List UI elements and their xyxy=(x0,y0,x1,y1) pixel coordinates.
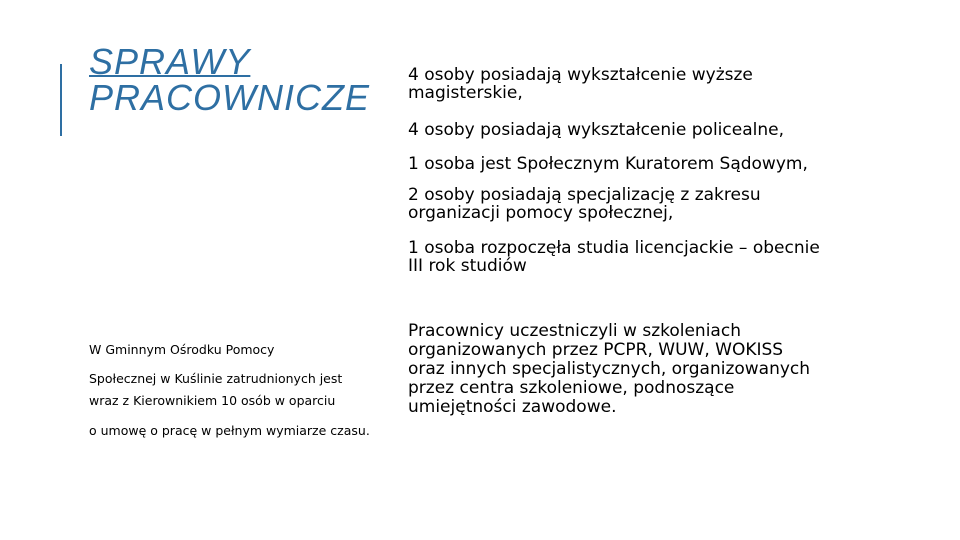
training-line: oraz innych specjalistycznych, organizowanych xyxy=(408,359,811,379)
qualification-item xyxy=(408,66,888,102)
training-line: organizowanych przez PCPR, WUW, WOKISS xyxy=(408,340,784,360)
training-line: umiejętności zawodowe. xyxy=(408,397,617,417)
title-line-2: PRACOWNICZE xyxy=(89,77,370,118)
title-line-1: SPRAWY xyxy=(89,41,251,82)
qualification-line: 1 osoba jest Społecznym Kuratorem Sądowym, xyxy=(408,154,808,174)
qualification-line: 4 osoby posiadają wykształcenie wyższe xyxy=(408,65,753,85)
slide-title xyxy=(89,41,370,118)
qualification-line: 4 osoby posiadają wykształcenie policealne, xyxy=(408,120,784,140)
qualification-line: 1 osoba rozpoczęła studia licencjackie – obecnie xyxy=(408,238,820,258)
training-text xyxy=(408,322,868,417)
employment-line: W Gminnym Ośrodku Pomocy xyxy=(89,342,275,357)
qualification-item xyxy=(408,186,888,222)
qualification-line: magisterskie, xyxy=(408,83,523,103)
employment-line: Społecznej w Kuślinie zatrudnionych jest xyxy=(89,371,343,386)
accent-bar xyxy=(60,64,62,136)
training-line: Pracownicy uczestniczyli w szkoleniach xyxy=(408,321,741,341)
qualification-line: 2 osoby posiadają specjalizację z zakresu xyxy=(408,185,761,205)
qualification-line: organizacji pomocy społecznej, xyxy=(408,203,674,223)
qualification-item xyxy=(408,155,888,173)
training-line: przez centra szkoleniowe, podnoszące xyxy=(408,378,735,398)
qualification-item xyxy=(408,121,888,139)
qualification-item xyxy=(408,239,888,275)
employment-line: o umowę o pracę w pełnym wymiarze czasu. xyxy=(89,423,370,438)
qualification-line: III rok studiów xyxy=(408,256,527,276)
employment-line: wraz z Kierownikiem 10 osób w oparciu xyxy=(89,393,336,408)
